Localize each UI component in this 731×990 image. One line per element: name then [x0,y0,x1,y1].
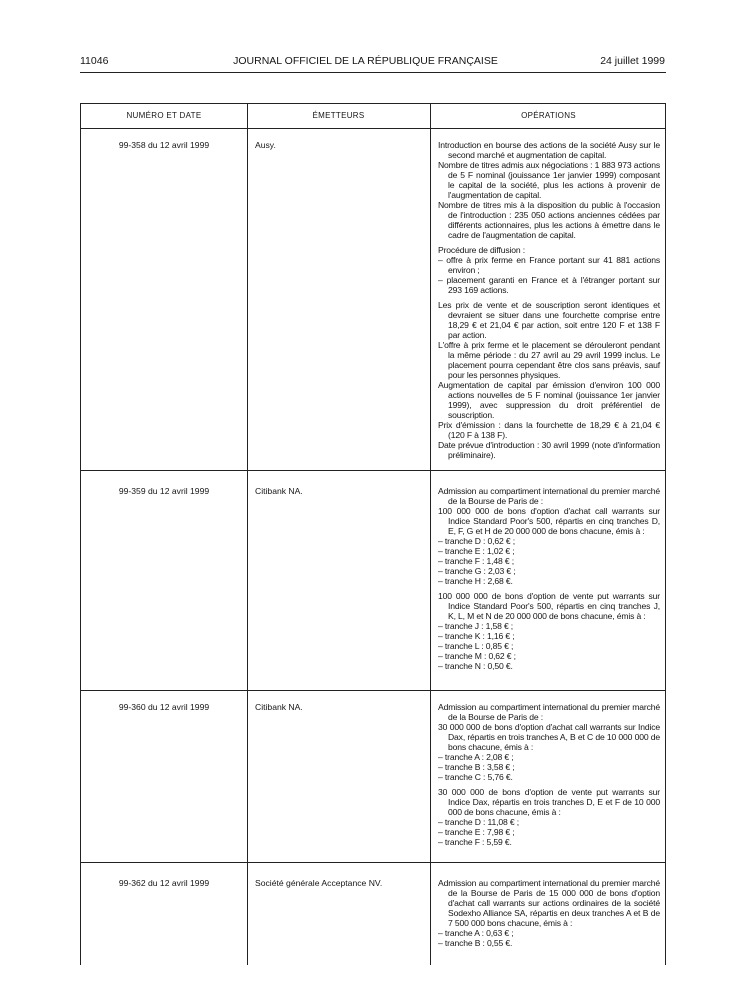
operation-line: 100 000 000 de bons d'option d'achat call warrants sur Indice Standard Poor's 500, répartis en cinq tranches D, E, F, G et H de 20 000 000 de bons chacune, émis à : [438,506,660,536]
row-operations [438,486,660,671]
page-number: 11046 [80,55,109,67]
row-numero: 99-358 du 12 avril 1999 [118,140,210,150]
table-row [81,702,667,858]
header-rule [80,72,666,73]
operation-line: 100 000 000 de bons d'option de vente put warrants sur Indice Standard Poor's 500, répartis en cinq tranches J, K, L, M et N de 20 000 000 de bons chacune, émis à : [438,591,660,621]
operation-line: – tranche D : 0,62 € ; [438,536,515,546]
operation-line: – tranche G : 2,03 € ; [438,566,516,576]
row-emetteur: Ausy. [255,140,276,150]
operation-line: Les prix de vente et de souscription seront identiques et devraient se situer dans une fourchette comprise entre 18,29 € et 21,04 € par action, soit entre 120 F et 138 F par action. [438,300,660,340]
operation-line: – tranche K : 1,16 € ; [438,631,515,641]
operation-line: – tranche M : 0,62 € ; [438,651,516,661]
row-operations [438,702,660,847]
column-header-emetteurs: ÉMETTEURS [312,111,365,120]
operation-line: – tranche A : 0,63 € ; [438,928,514,938]
row-operations [438,140,660,460]
operation-line: – tranche C : 5,76 €. [438,772,513,782]
table-row [81,486,667,686]
operation-line: – tranche B : 3,58 € ; [438,762,515,772]
row-emetteur: Citibank NA. [255,486,303,496]
operation-line: Nombre de titres mis à la disposition du public à l'occasion de l'introduction : 235 050 actions anciennes cédées par différents actionnaires, plus les actions à émettre dans le cadre de l'augmentation de capital. [438,200,660,240]
operation-line: Prix d'émission : dans la fourchette de 18,29 € à 21,04 € (120 F à 138 F). [438,420,660,440]
operation-line: – tranche E : 7,98 € ; [438,827,515,837]
operation-line: – tranche A : 2,08 € ; [438,752,514,762]
operation-line: L'offre à prix ferme et le placement se dérouleront pendant la même période : du 27 avril au 29 avril 1999 inclus. Le placement pourra cependant être clos sans préavis, sauf pour les personnes physiques. [438,340,660,380]
operation-line: – tranche L : 0,85 € ; [438,641,514,651]
operation-line: – tranche D : 11,08 € ; [438,817,519,827]
operation-line: Nombre de titres admis aux négociations : 1 883 973 actions de 5 F nominal (jouissance 1er janvier 1999) composant le capital de la société, plus les actions à provenir de l'augmentation de capital. [438,160,660,200]
operation-line: – tranche J : 1,58 € ; [438,621,514,631]
row-operations [438,878,660,948]
operation-line: Augmentation de capital par émission d'environ 100 000 actions nouvelles de 5 F nominal (jouissance 1er janvier 1999), avec suppression du droit préférentiel de souscription. [438,380,660,420]
row-emetteur: Société générale Acceptance NV. [255,878,383,888]
row-numero: 99-362 du 12 avril 1999 [118,878,210,888]
issue-date: 24 juillet 1999 [600,55,665,67]
column-header-numero: NUMÉRO ET DATE [126,111,202,120]
operations-table [80,103,666,965]
operation-line: – placement garanti en France et à l'étranger portant sur 293 169 actions. [438,275,660,295]
operation-line: 30 000 000 de bons d'option de vente put warrants sur Indice Dax, répartis en trois tranches D, E et F de 10 000 000 de bons chacune, émis à : [438,787,660,817]
operation-line: – tranche F : 5,59 €. [438,837,512,847]
operation-line: 30 000 000 de bons d'option d'achat call warrants sur Indice Dax, répartis en trois tranches A, B et C de 10 000 000 de bons chacune, émis à : [438,722,660,752]
header-row-divider [81,128,665,129]
column-header-operations: OPÉRATIONS [521,111,576,120]
operation-line: – tranche F : 1,48 € ; [438,556,514,566]
operation-line: – tranche B : 0,55 €. [438,938,513,948]
operation-line: – tranche N : 0,50 €. [438,661,513,671]
operation-line: Date prévue d'introduction : 30 avril 1999 (note d'information préliminaire). [438,440,660,460]
operation-line: Introduction en bourse des actions de la société Ausy sur le second marché et augmentation de capital. [438,140,660,160]
operation-line: Admission au compartiment international du premier marché de la Bourse de Paris de : [438,702,660,722]
operation-line: Procédure de diffusion : [438,245,526,255]
row-divider [81,690,665,691]
row-divider [81,862,665,863]
operation-line: – tranche H : 2,68 €. [438,576,513,586]
row-numero: 99-360 du 12 avril 1999 [118,702,210,712]
table-row [81,140,667,460]
operation-line: – tranche E : 1,02 € ; [438,546,515,556]
row-emetteur: Citibank NA. [255,702,303,712]
row-divider [81,470,665,471]
operation-line: Admission au compartiment international du premier marché de la Bourse de Paris de : [438,486,660,506]
row-numero: 99-359 du 12 avril 1999 [118,486,210,496]
table-row [81,878,667,964]
operation-line: – offre à prix ferme en France portant sur 41 881 actions environ ; [438,255,660,275]
operation-line: Admission au compartiment international du premier marché de la Bourse de Paris de 15 000 000 de bons d'option d'achat call warrants sur actions ordinaires de la société Sodexho Alliance SA, répartis en deux tranches A et B de 7 500 000 bons chacune, émis à : [438,878,660,928]
journal-title: JOURNAL OFFICIEL DE LA RÉPUBLIQUE FRANÇAISE [233,55,498,67]
